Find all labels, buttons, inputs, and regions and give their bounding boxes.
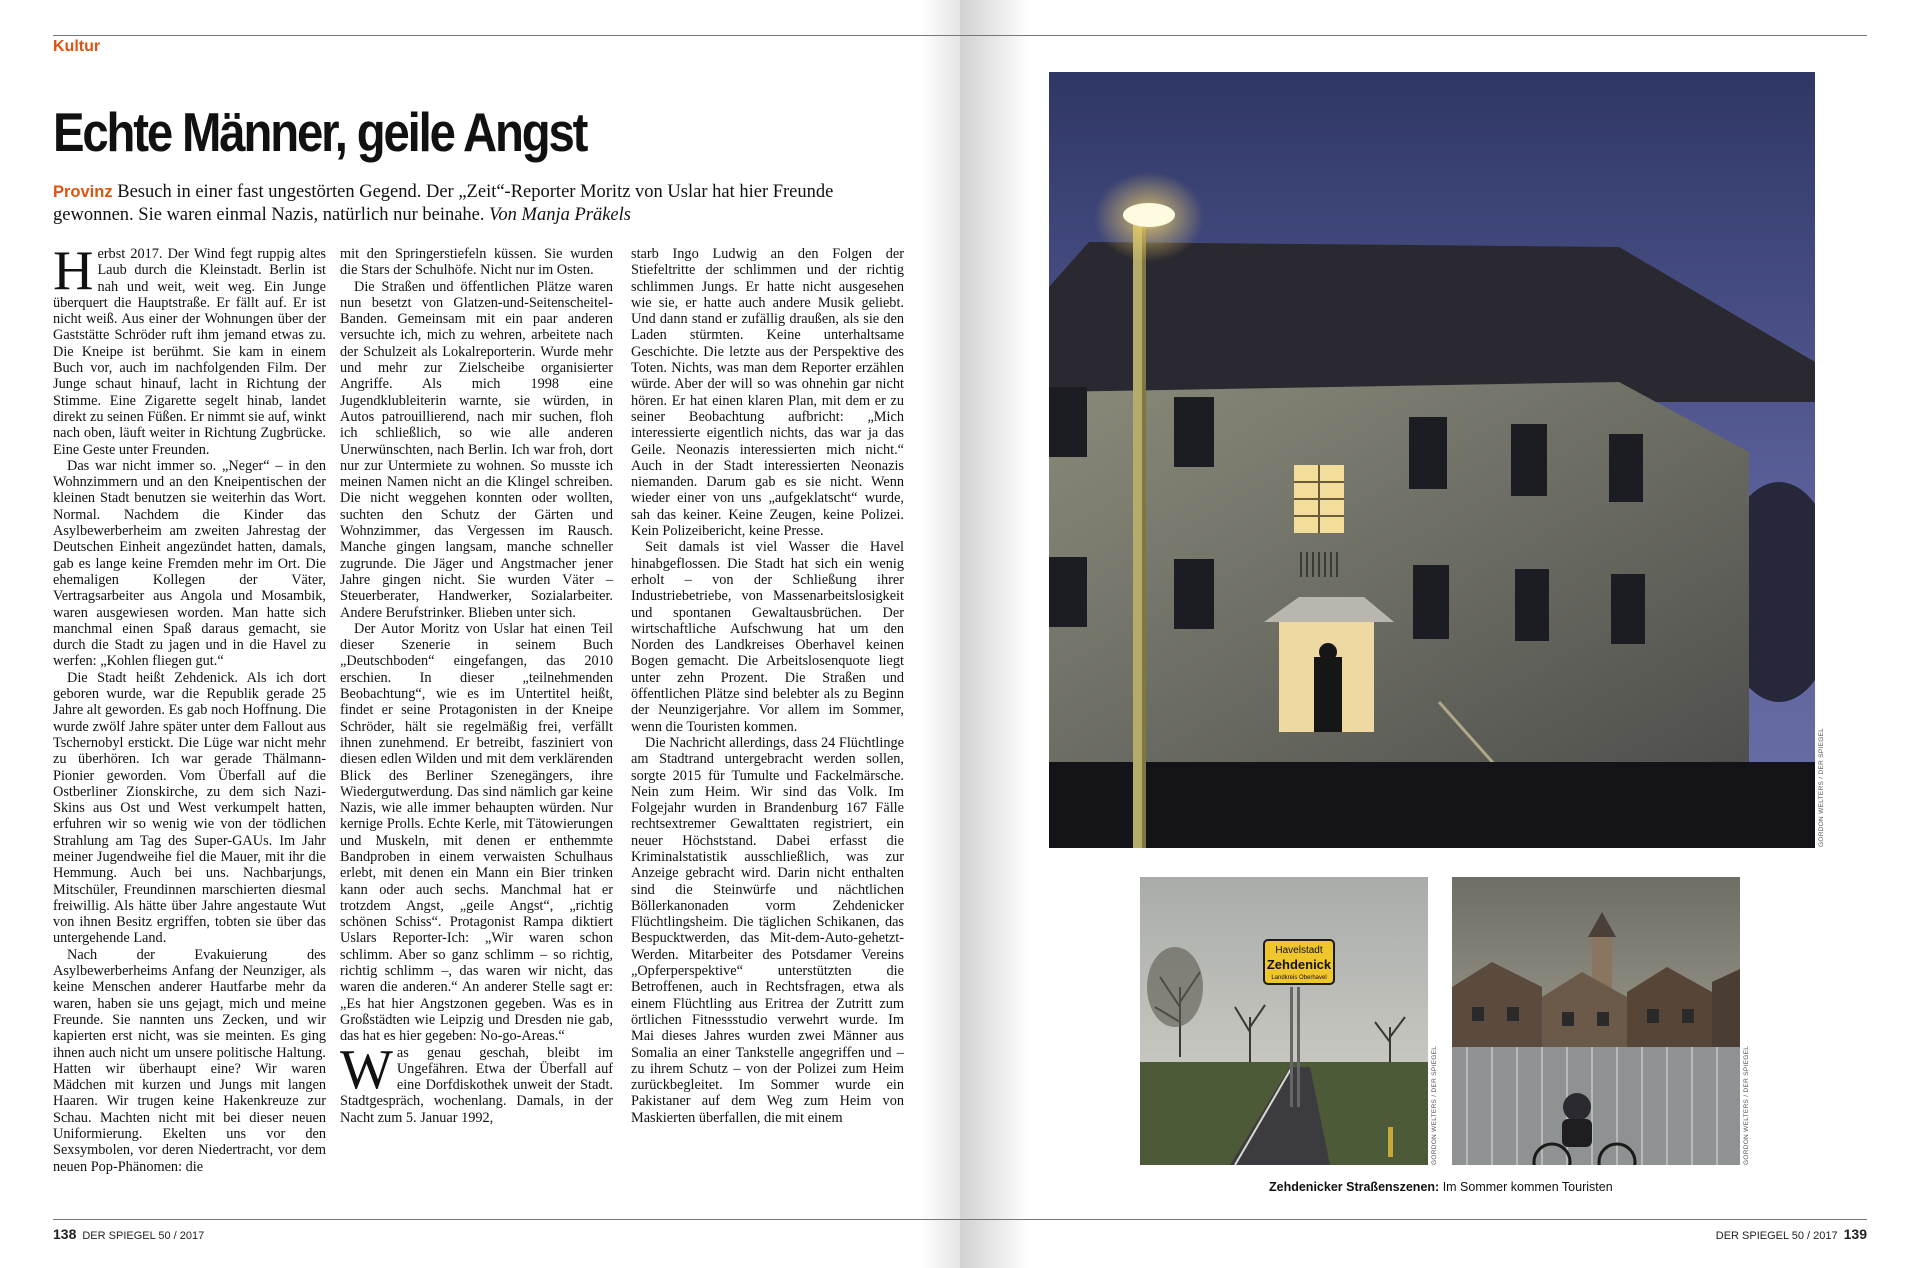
article-paragraph [631,539,904,735]
magazine-issue-left: DER SPIEGEL 50 / 2017 [82,1230,205,1242]
night-house-photo [1049,72,1815,848]
article-paragraph [53,246,326,458]
drop-cap: W [340,1038,393,1101]
left-gutter-shadow [920,0,960,1268]
cyclist-photo [1452,877,1740,1165]
article-paragraph [631,246,904,539]
article-paragraph [340,621,613,1045]
town-sign-line1: Havelstadt [1275,945,1323,956]
paragraph-text: erbst 2017. Der Wind fegt ruppig altes Laub durch die Kleinstadt. Berlin ist nah und weit, weit weg. Ein Junge überquert die Hauptstraße. Er fällt auf. Er ist nicht weiß. Aus einer der Wohnungen über der Gaststätte Schröder ruft ihm jemand etwas zu. Die Kneipe ist berühmt. Sie kam in einem Buch vor, auch im nachfolgenden Film. Der Junge schaut hinauf, lacht in Richtung der Stimme. Eine Zigarette segelt hinab, landet direkt zu seinen Füßen. Er nimmt sie auf, winkt nach oben, läuft weiter in Richtung Zugbrücke. Eine Geste unter Freunden. [53,246,326,458]
paragraph-text: starb Ingo Ludwig an den Folgen der Stiefeltritte der schlimmen und der richtig schlimmen Jungs. Er hatte nicht ausgesehen wie sie, er hatte auch andere Musik geliebt. Und dann stand er zufällig draußen, als sie den Laden stürmten. Keine unterhaltsame Geschichte. Die letzte aus der Perspektive des Toten. Nichts, was man dem Reporter erzählen würde. Aber der will so was ohnehin gar nicht hören. Er hat einen klaren Plan, mit dem er zu seiner Beobachtung aufbricht: „Mich interessierte eigentlich nichts, das war ja das Geile. Neonazis interessierten mich nicht.“ Auch in der Stadt interessierten Neonazis niemanden. Darum gab es sie nicht. Wenn wieder einer von uns „aufgeklatscht“ wurde, sah das keiner. Keine Zeugen, keine Polizei. Kein Polizeibericht, keine Presse. [631,246,904,540]
photo-credit-cyclist: GORDON WELTERS / DER SPIEGEL [1743,1045,1750,1165]
deck-kicker: Provinz [53,183,113,201]
article-paragraph [53,458,326,670]
page-number-left: 138 [53,1226,77,1242]
byline: Von Manja Präkels [489,205,631,225]
headline: Echte Männer, geile Angst [53,101,587,163]
town-sign-line3: Landkreis Oberhavel [1271,975,1327,981]
article-paragraph [631,735,904,1126]
paragraph-text: Seit damals ist viel Wasser die Havel hinabgeflossen. Die Stadt hat sich ein wenig erholt – von der Schließung ihrer Industriebetriebe, von Massenarbeitslosigkeit und spontanen Gewaltausbrüchen. Der wirtschaftliche Aufschwung hat um den Norden des Landkreises Oberhavel keinen Bogen gemacht. Die Arbeitslosenquote liegt unter zehn Prozent. Die Straßen und öffentlichen Plätze sind belebter als zu Beginn der Neunzigerjahre. Vor allem im Sommer, wenn die Touristen kommen. [631,539,904,735]
caption-bold: Zehdenicker Straßenszenen: [1269,1180,1440,1194]
folio-right [1716,1226,1867,1242]
caption-text: Im Sommer kommen Touristen [1442,1180,1613,1194]
paragraph-text: Das war nicht immer so. „Neger“ – in den Wohnzimmern und an den Kneipentischen der kleinen Stadt benutzen sie weiterhin das Wort. Normal. Nachdem die Kinder das Asylbewerberheim am zweiten Jahrestag der Deutschen Einheit angezündet hatten, damals, gab es lange keine Fremden mehr im Ort. Die ehemaligen Kollegen der Väter, Vertragsarbeiter aus Angola und Mosambik, waren ausgewiesen worden. Man hatte sich manchmal einen Spaß daraus gemacht, sie durch die Stadt zu jagen und in die Havel zu werfen: „Kohlen fliegen gut.“ [53,457,326,670]
article-paragraph [53,670,326,947]
top-rule-left [53,35,960,36]
bottom-rule-right [960,1219,1867,1220]
town-sign-line2: Zehdenick [1266,957,1332,972]
article-column-1 [53,246,326,1212]
article-paragraph [340,279,613,621]
deck-text: Besuch in einer fast ungestörten Gegend. Der „Zeit“-Reporter Moritz von Uslar hat hier Freunde gewonnen. Sie waren einmal Nazis, natürlich nur beinahe. [53,182,834,225]
folio-left [53,1226,204,1242]
photo-credit-main: GORDON WELTERS / DER SPIEGEL [1818,727,1825,847]
paragraph-text: Nach der Evakuierung des Asylbewerberheims Anfang der Neunziger, als keine Menschen anderer Hautfarbe mehr da waren, haben sie uns gejagt, mich und meine Freunde. Sie nannten uns Zecken, und wir kapierten erst nicht, was sie meinten. Es ging ihnen auch nicht um unsere politische Haltung. Hatten wir überhaupt eine? Wir waren Mädchen mit kurzen und Jungs mit langen Haaren. Wir trugen keine Hakenkreuze zur Schau. Machten nicht mit bei dieser neuen Uniformierung. Ekelten uns vor den Sexsymbolen, vor deren Niedertracht, vor dem neuen Pop-Phänomen: die [53,946,326,1175]
article-paragraph [53,947,326,1175]
paragraph-text: as genau geschah, bleibt im Ungefähren. Etwa der Überfall auf eine Dorfdiskothek unweit der Stadt. Stadtgespräch, wochenlang. Damals, in der Nacht zum 5. Januar 1992, [340,1044,613,1126]
paragraph-text: Die Stadt heißt Zehdenick. Als ich dort geboren wurde, war die Republik gerade 25 Jahre alt geworden. Es gab noch Hoffnung. Die wurde zwölf Jahre später unter dem Fallout aus Tschernobyl erstickt. Die Lüge war nicht mehr zu überhören. Ich war gerade Thälmann-Pionier geworden. Vom Überfall auf die Ostberliner Zionskirche, zu dem sich Nazi-Skins aus Ost und West verkumpelt hatten, erfuhren wir so wenig wie von der tödlichen Strahlung am Tag des Super-GAUs. Im Jahr meiner Jugendweihe fiel die Mauer, mit ihr die Hemmung. Auch bei uns. Nachbarjungs, Mitschüler, Freundinnen marschierten diesmal freiwillig. Als hätte über Jahre angestaute Wut von ihnen Besitz ergriffen, tobten sie über das untergehende Land. [53,669,326,947]
photo-caption [1269,1180,1613,1194]
paragraph-text: mit den Springerstiefeln küssen. Sie wurden die Stars der Schulhöfe. Nicht nur im Osten. [340,246,613,279]
photo-credit-sign: GORDON WELTERS / DER SPIEGEL [1431,1045,1438,1165]
article-column-2 [340,246,613,1212]
paragraph-text: Der Autor Moritz von Uslar hat einen Teil dieser Szenerie in seinem Buch „Deutschboden“ eingefangen, das 2010 erschien. In dieser „teilnehmenden Beobachtung“, wie es im Untertitel heißt, findet er seine Protagonisten in der Kneipe Schröder, hält sie regelmäßig frei, verfällt ihnen zunehmend. Er betreibt, fasziniert von diesen edlen Wilden und mit dem verklärenden Blick des Berliner Szenegängers, ihre Wiedergutwerdung. Das sind nämlich gar keine Nazis, wie alle immer behaupten würden. Nur kernige Prolls. Echte Kerle, mit Tätowierungen und Muskeln, mit denen er enthemmte Bandproben in einem verwaisten Schulhaus erlebt, mit denen ein Mann ein Bier trinken kann oder auch sechs. Manchmal hat er trotzdem Angst, „geile Angst“, „richtig schönen Schiss“. Protagonist Rampa diktiert Uslars Reporter-Ich: „Wir waren schon schlimm. Aber so ganz schlimm – so richtig, richtig schlimm –, das waren wir nicht, das waren die anderen.“ An anderer Stelle sagt er: „Es hat hier Angstzonen gegeben. Was es in Großstädten wie Leipzig und Dresden nie gab, das hat es hier gegeben: No-go-Areas.“ [340,620,613,1045]
section-label: Kultur [53,38,101,55]
page-number-right: 139 [1843,1226,1867,1242]
article-paragraph [340,1038,613,1126]
bottom-rule-left [53,1219,960,1220]
right-gutter-shadow [960,0,1030,1268]
drop-cap: H [53,246,94,302]
article-column-3 [631,246,904,1212]
town-sign-photo [1140,877,1428,1165]
top-rule-right [960,35,1867,36]
magazine-issue-right: DER SPIEGEL 50 / 2017 [1715,1230,1838,1242]
article-paragraph [340,246,613,279]
right-page [960,0,1920,1268]
paragraph-text: Die Straßen und öffentlichen Plätze waren nun besetzt von Glatzen-und-Seitenscheitel-Banden. Gemeinsam mit ein paar anderen versuchte ich, mich zu wehren, arbeitete nach der Schulzeit als Lokalreporterin. Wurde mehr und mehr zur Zielscheibe organisierter Angriffe. Als mich 1998 eine Jugendklubleiterin warnte, sie würden, in Autos patrouillierend, nach mir suchen, floh ich schließlich, so wie alle anderen Unerwünschten, nach Berlin. Ich war froh, dort nur zur Untermiete zu wohnen. So musste ich meinen Namen nicht an die Klingel schreiben. Die nicht weggehen konnten oder wollten, suchten den Schutz der Gärten und Wohnzimmer, das Vergessen im Rausch. Manche gingen langsam, manche schneller zugrunde. Die Jäger und Angstmacher jener Jahre gingen nicht. Sie wurden Väter – Steuerberater, Handwerker, Sozialarbeiter. Andere Berufstrinker. Blieben unter sich. [340,278,613,621]
paragraph-text: Die Nachricht allerdings, dass 24 Flüchtlinge am Stadtrand untergebracht werden sollen, sorgte 2015 für Tumulte und Fackelmärsche. Nein zum Heim. Wir sind das Volk. Im Folgejahr wurden in Brandenburg 167 Fälle rechtsextremer Gewalttaten registriert, ein neuer Höchststand. Dabei erfasst die Kriminalstatistik ausschließlich, was zur Anzeige gebracht wird. Darin nicht enthalten sind die Steinwürfe und nächtlichen Böllerkanonaden vorm Zehdenicker Flüchtlingsheim. Die täglichen Schikanen, das Bespucktwerden, das Mit-dem-Auto-gehetzt-Werden. Mitarbeiter des Potsdamer Vereins „Opferperspektive“ unterstützten die Betroffenen, auch in Rechtsfragen, etwa als einem Flüchtling aus Eritrea der Zutritt zum örtlichen Fitnessstudio verwehrt wurde. Im Mai dieses Jahres wurden zwei Männer aus Somalia an einer Tankstelle angegriffen und – zu ihrem Schutz – von der Polizei zum Heim zurückbegleitet. Im Sommer wurde ein Pakistaner auf dem Weg zum Heim von Maskierten überfallen, die mit einem [631,734,904,1126]
deck [53,181,893,227]
